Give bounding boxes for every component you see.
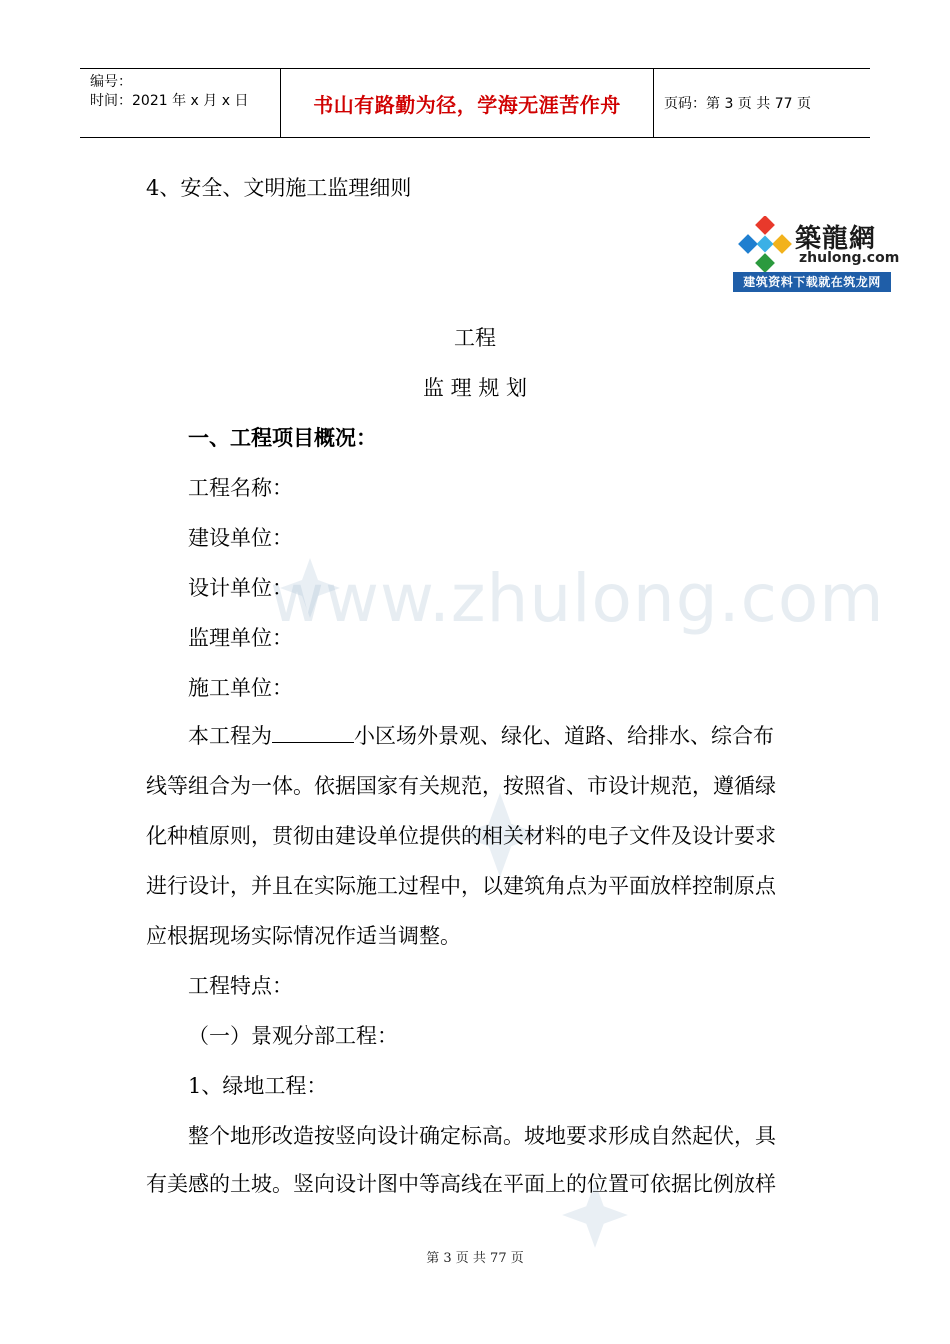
field-contractor: 施工单位： — [188, 676, 293, 700]
document-date: 时间：2021 年 x 月 x 日 — [90, 93, 249, 109]
zhulong-logo — [733, 214, 900, 292]
blank-underline — [272, 724, 354, 743]
paragraph-1-suffix: 小区场外景观、绿化、道路、给排水、综合布 — [354, 724, 774, 748]
header-page-info: 页码：第 3 页 共 77 页 — [664, 96, 811, 112]
paragraph-1-line-3: 化种植原则，贯彻由建设单位提供的相关材料的电子文件及设计要求 — [146, 824, 776, 848]
logo-chinese-name: 築龍網 — [795, 224, 877, 254]
paragraph-1-line-5: 应根据现场实际情况作适当调整。 — [146, 924, 461, 948]
field-designer: 设计单位： — [188, 576, 293, 600]
subsection-1-heading: （一）景观分部工程： — [188, 1024, 398, 1048]
logo-domain: zhulong.com — [799, 250, 900, 266]
field-supervisor: 监理单位： — [188, 626, 293, 650]
zhulong-logo-icon — [737, 216, 793, 272]
paragraph-2-line-2: 有美感的土坡。竖向设计图中等高线在平面上的位置可依据比例放样 — [146, 1172, 776, 1196]
section-1-heading: 一、工程项目概况： — [188, 426, 377, 450]
features-heading: 工程特点： — [188, 974, 293, 998]
document-header — [80, 68, 870, 138]
logo-tagline: 建筑资料下载就在筑龙网 — [733, 272, 891, 292]
paragraph-2-line-1: 整个地形改造按竖向设计确定标高。坡地要求形成自然起伏，具 — [188, 1124, 776, 1148]
paragraph-1-line-1 — [188, 720, 774, 750]
paragraph-1-line-2: 线等组合为一体。依据国家有关规范，按照省、市设计规范，遵循绿 — [146, 774, 776, 798]
field-owner: 建设单位： — [188, 526, 293, 550]
document-title-plan: 监 理 规 划 — [422, 376, 528, 400]
paragraph-1-line-4: 进行设计，并且在实际施工过程中，以建筑角点为平面放样控制原点 — [146, 874, 776, 898]
item-4-heading: 4、安全、文明施工监理细则 — [146, 176, 412, 200]
document-number-label: 编号： — [90, 74, 132, 90]
paragraph-1-prefix: 本工程为 — [188, 724, 272, 748]
document-title-project: 工程 — [454, 326, 496, 350]
header-motto: 书山有路勤为径，学海无涯苦作舟 — [281, 69, 654, 137]
page-footer: 第 3 页 共 77 页 — [426, 1251, 524, 1266]
watermark-text: www.zhulong.com — [270, 560, 885, 637]
subsection-1-1-heading: 1、绿地工程： — [188, 1074, 328, 1098]
header-meta — [80, 69, 281, 137]
field-project-name: 工程名称： — [188, 476, 293, 500]
